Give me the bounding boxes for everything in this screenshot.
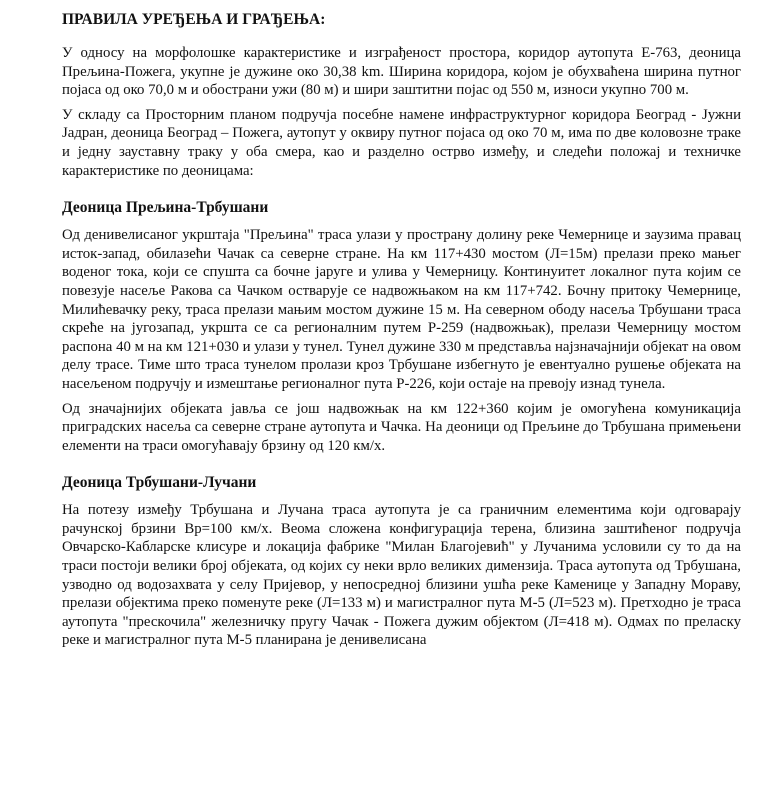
section-2-paragraph-1: На потезу између Трбушана и Лучана траса аутопута је са граничним елементима који одговарају рачунској брзини Вр=100 км/х. Веома сложена конфигурација терена, близина заштићеног подручја Овчарско-Кабларске клисуре и локација фабрике "Милан Благојевић" у Лучанима условили су то да на траси постоји велики број објеката, од којих су неки врло великих димензија. Траса аутопута од Трбушана, узводно од водозахвата у селу Пријевор, у непосредној близини ушћа реке Каменице у Западну Мораву, прелази објектима преко поменуте реке (Л=133 м) и магистралног пута М-5 (Л=523 м). Претходно је траса аутопута "прескочила" железничку пругу Чачак - Пожега дужим објектом (Л=418 м). Одмах по преласку реке и магистралног пута М-5 планирана је денивелисана xyxy=(62,502,741,649)
intro-paragraph-2: У складу са Просторним планом подручја посебне намене инфраструктурног коридора Београд - Јужни Јадран, деоница Београд – Пожега, аутопут у оквиру путног појаса од око 70 м, има по две коловозне траке и једну зауставну траку у оба смера, као и разделно острво између, и следећи положај и техничке карактеристике по деоницама: xyxy=(62,106,741,179)
section-1-paragraph-1: Од денивелисаног укрштаја "Прељина" траса улази у пространу долину реке Чемернице и заузима правац исток-запад, обилазећи Чачак са северне стране. На км 117+430 мостом (Л=15м) прелази преко мањег воденог тока, који се спушта са бочне јаруге и улива у Чемерницу. Континуитет локалног пута којим се повезује насеље Ракова са Чачком остварује се надвожњаком на км 117+742. Бочну притоку Чемернице, Милићевачку реку, траса прелази мањим мостом дужине 15 м. На северном ободу насеља Трбушани траса скреће на југозапад, укршта се са регионалним путем Р-259 (надвожњак), прелази Чемерницу мостом распона 40 м на км 121+030 и улази у тунел. Тунел дужине 330 м представља најзначајнији објекат на овом делу трасе. Тиме што траса тунелом пролази кроз Трбушане избегнуто је евентуално рушење објеката на насељеном подручју и измештање регионалног пута Р-226, који остаје на превоју изнад тунела. xyxy=(62,227,741,392)
section-1-paragraph-2: Од значајнијих објеката јавља се још надвожњак на км 122+360 којим је омогућена комуникација приградских насеља са северне стране аутопута и Чачка. На деоници од Прељине до Трбушана примењени елементи на траси омогућавају брзину од 120 км/х. xyxy=(62,400,741,454)
section-heading-trbusani-lucani: Деоница Трбушани-Лучани xyxy=(62,474,257,492)
section-heading-preljina-trbusani: Деоница Прељина-Трбушани xyxy=(62,199,269,217)
document-title: ПРАВИЛА УРЕЂЕЊА И ГРАЂЕЊА: xyxy=(62,11,326,28)
intro-paragraph-1: У односу на морфолошке карактеристике и изграђеност простора, коридор аутопута Е-763, деоница Прељина-Пожега, укупне је дужине око 30,38 km. Ширина коридора, којом је обухваћена ширина путног појаса од око 70,0 м и обострани ужи (80 м) и шири заштитни појас од 550 м, износи укупно 700 м. xyxy=(62,45,741,99)
